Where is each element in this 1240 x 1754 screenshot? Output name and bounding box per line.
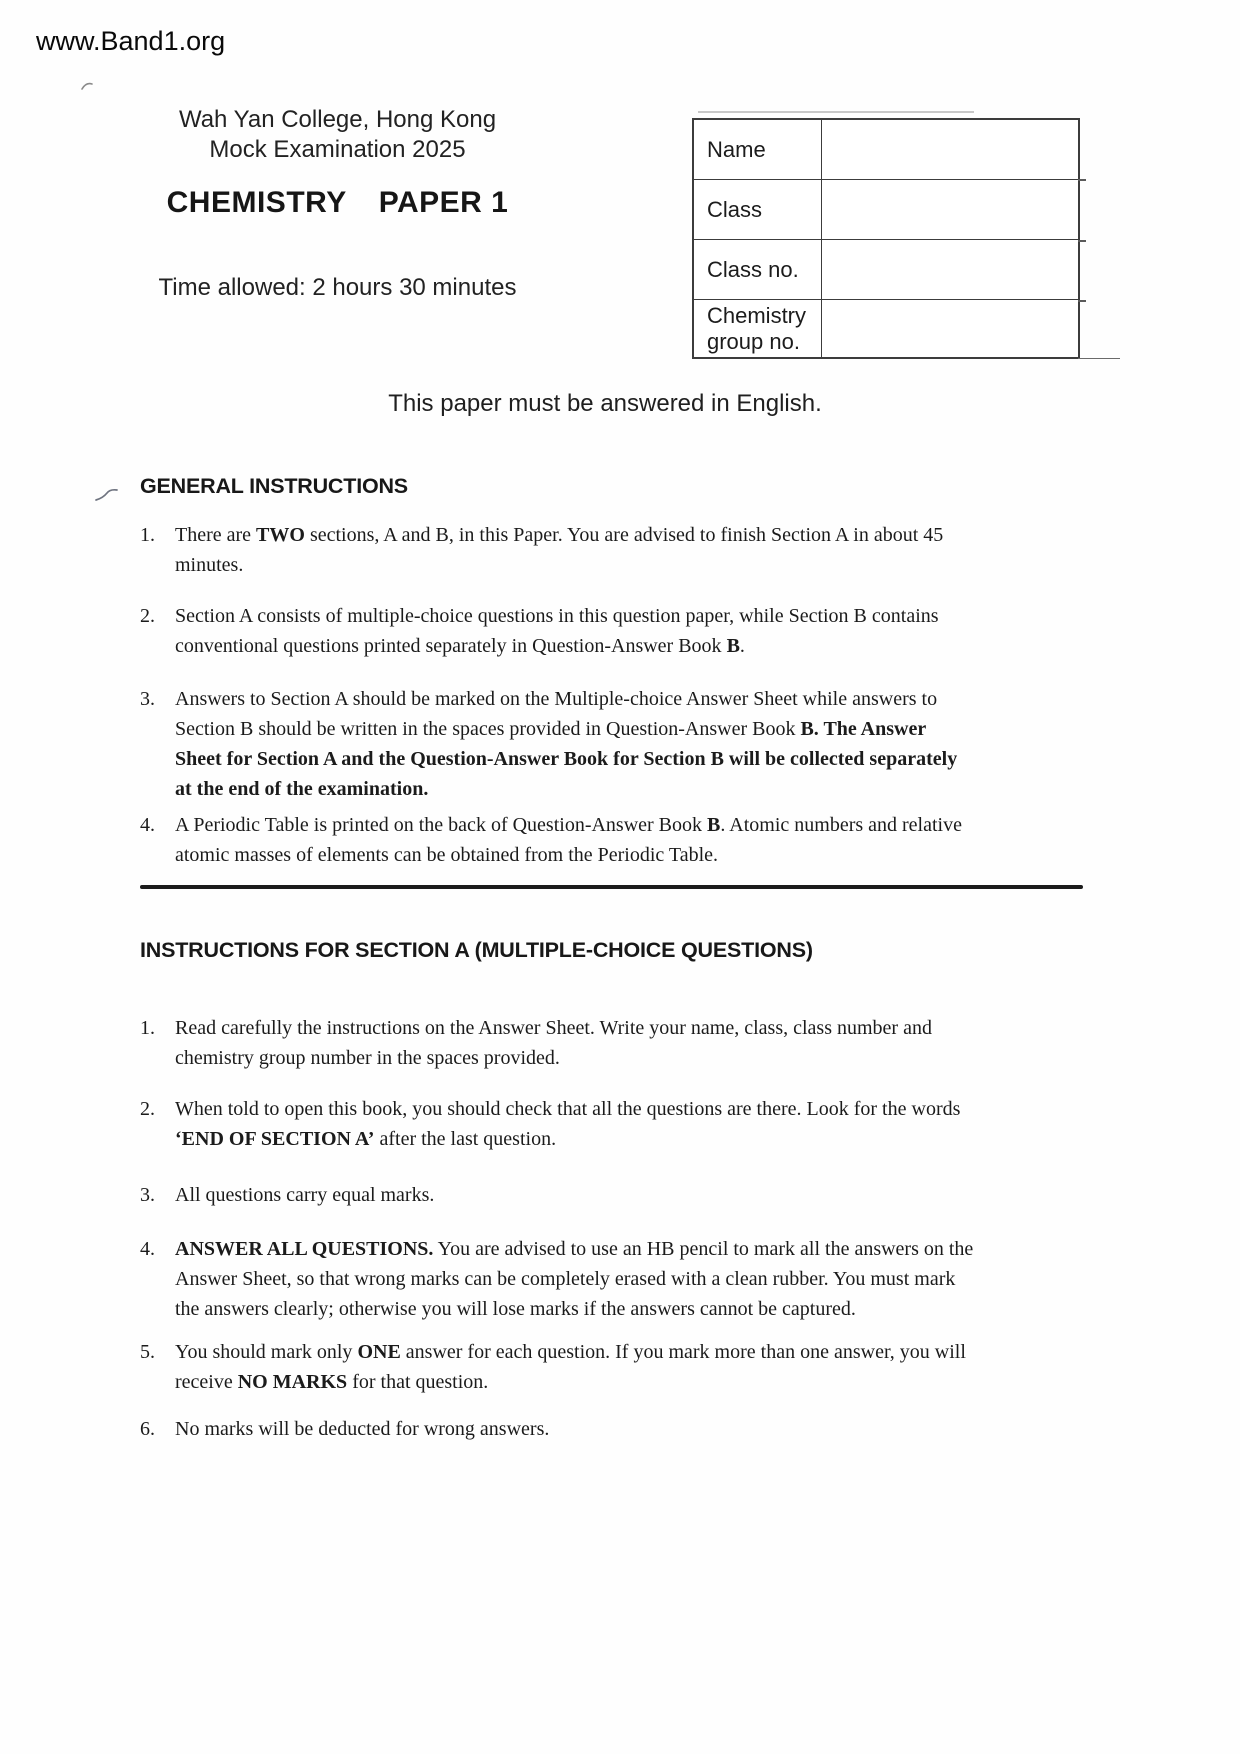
- item-text: All questions carry equal marks.: [175, 1184, 435, 1206]
- instruction-item: [140, 1337, 985, 1397]
- instruction-item: [140, 1414, 985, 1444]
- section-a-instructions-list: [140, 0, 985, 1754]
- watermark-text: www.Band1.org: [36, 26, 226, 56]
- paper-number: PAPER 1: [378, 186, 509, 219]
- scan-artifact-line: [1078, 240, 1086, 242]
- item-text: When told to open this book, you should check that all the questions are there. Look for the words ‘END OF SECTION A’ after the last question.: [175, 1098, 961, 1150]
- time-allowed: Time allowed: 2 hours 30 minutes: [158, 274, 517, 301]
- item-number: 3.: [140, 1184, 155, 1206]
- subject-name: CHEMISTRY: [166, 186, 347, 219]
- info-table-label: Name: [694, 120, 822, 179]
- info-table-label: Class: [694, 180, 822, 239]
- item-number: 1.: [140, 524, 155, 546]
- pen-mark: [94, 486, 120, 504]
- item-number: 6.: [140, 1418, 155, 1440]
- item-number: 3.: [140, 688, 155, 710]
- item-number: 5.: [140, 1341, 155, 1363]
- info-table-label: Chemistry group no.: [694, 300, 822, 357]
- info-table-label: Class no.: [694, 240, 822, 299]
- item-number: 2.: [140, 605, 155, 627]
- item-text: A Periodic Table is printed on the back of Question-Answer Book B. Atomic numbers and relative atomic masses of elements can be obtained from the Periodic Table.: [175, 814, 962, 866]
- item-text: Read carefully the instructions on the Answer Sheet. Write your name, class, class number and chemistry group number in the spaces provided.: [175, 1017, 932, 1069]
- item-text: Section A consists of multiple-choice questions in this question paper, while Section B contains conventional questions printed separately in Question-Answer Book B.: [175, 605, 939, 657]
- item-text: ANSWER ALL QUESTIONS. You are advised to use an HB pencil to mark all the answers on the Answer Sheet, so that wrong marks can be completely erased with a clean rubber. You must mark the answers clearly; otherwise you will lose marks if the answers cannot be captured.: [175, 1238, 974, 1320]
- scan-artifact-mark: [80, 80, 94, 92]
- instruction-item: [140, 1180, 985, 1210]
- item-number: 4.: [140, 1238, 155, 1260]
- instruction-item: [140, 1234, 985, 1324]
- language-note: This paper must be answered in English.: [388, 390, 822, 417]
- item-number: 4.: [140, 814, 155, 836]
- general-instructions-heading: GENERAL INSTRUCTIONS: [140, 474, 408, 498]
- item-text: Answers to Section A should be marked on the Multiple-choice Answer Sheet while answers to Section B should be written in the spaces provided in Question-Answer Book B. The Answer Sheet for Section A and the Question-Answer Book for Section B will be collected separately at the end of the examination.: [175, 688, 958, 800]
- scan-artifact-line: [1078, 179, 1086, 181]
- item-number: 1.: [140, 1017, 155, 1039]
- scan-artifact-line: [1078, 358, 1120, 360]
- instruction-item: [140, 1094, 985, 1154]
- item-text: There are TWO sections, A and B, in this Paper. You are advised to finish Section A in about 45 minutes.: [175, 524, 944, 576]
- instruction-item: [140, 1013, 985, 1073]
- item-number: 2.: [140, 1098, 155, 1120]
- school-name: Wah Yan College, Hong Kong: [178, 106, 497, 133]
- scan-artifact-line: [1078, 300, 1086, 302]
- item-text: You should mark only ONE answer for each question. If you mark more than one answer, you will receive NO MARKS for that question.: [175, 1341, 966, 1393]
- exam-name: Mock Examination 2025: [209, 136, 466, 163]
- item-text: No marks will be deducted for wrong answers.: [175, 1418, 550, 1440]
- section-a-instructions-heading: INSTRUCTIONS FOR SECTION A (MULTIPLE-CHOICE QUESTIONS): [140, 938, 813, 962]
